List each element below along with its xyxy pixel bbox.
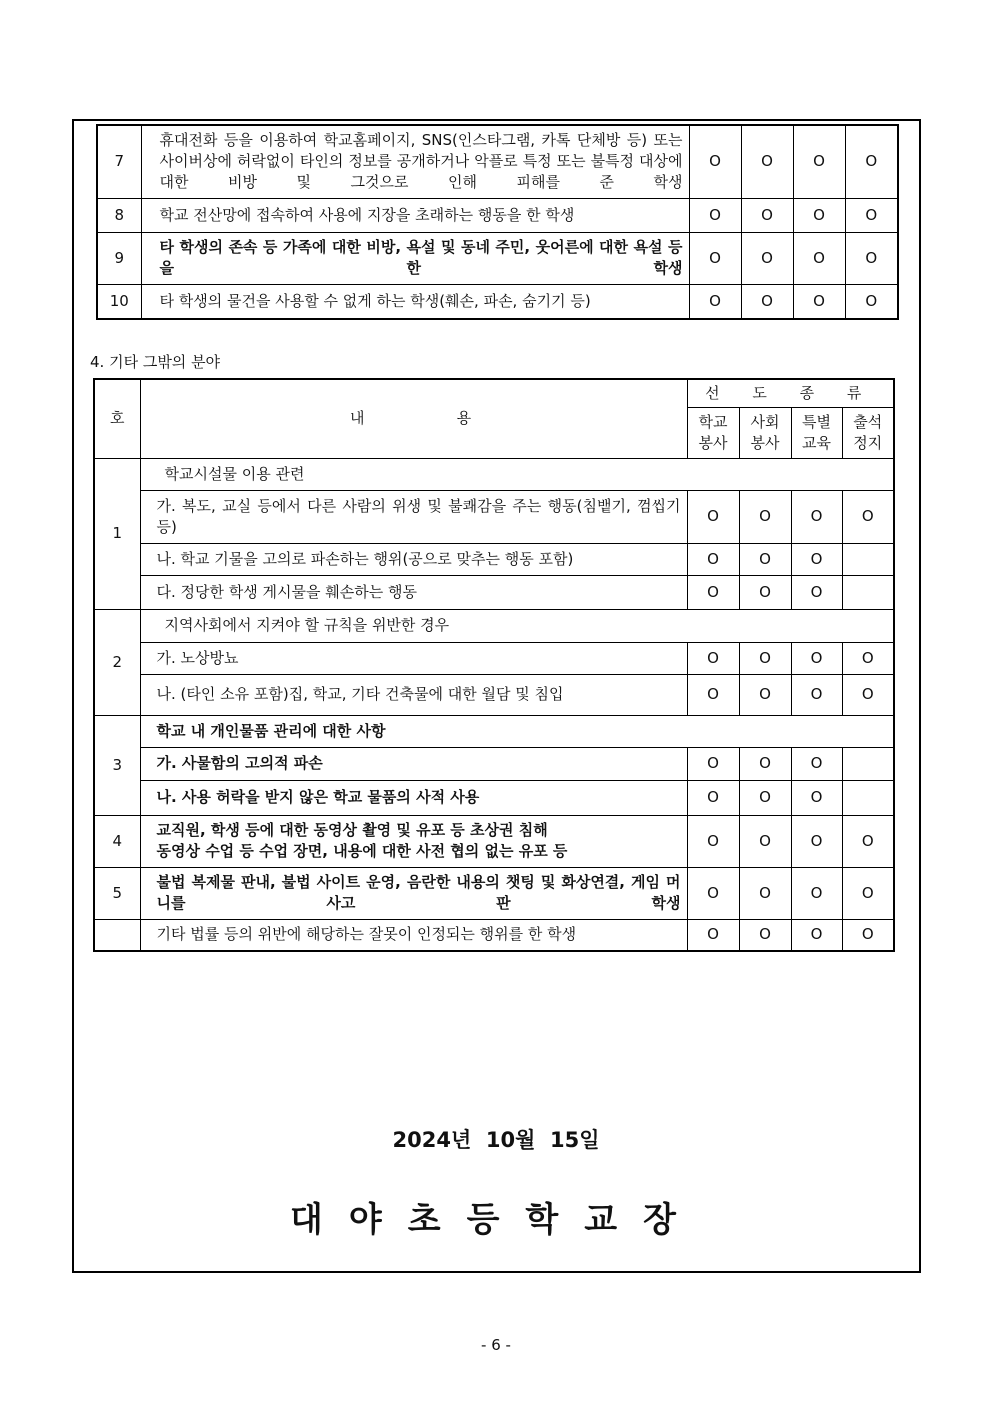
mark-school-service: O [689,198,741,232]
mark-school-service: O [687,674,739,715]
signer-title: 대야초등학교장 [290,1200,702,1240]
table-row [97,232,898,284]
mark-school-service: O [687,543,739,575]
mark-suspension: O [845,125,898,198]
table-row [97,198,898,232]
header-suspension: 출석 정지 [842,407,894,458]
mark-special-education: O [791,747,842,780]
mark-social-service: O [739,747,791,780]
mark-special-education: O [791,815,842,867]
mark-school-service: O [687,780,739,815]
mark-social-service: O [739,543,791,575]
table-row [94,490,894,543]
table-row [97,125,898,198]
mark-school-service: O [687,919,739,951]
mark-suspension [842,543,894,575]
row-content: 나. 학교 기물을 고의로 파손하는 행위(공으로 맞추는 행동 포함) [140,543,687,575]
mark-social-service: O [741,284,793,319]
mark-suspension: O [845,232,898,284]
mark-special-education: O [793,198,845,232]
mark-school-service: O [687,490,739,543]
mark-social-service: O [739,815,791,867]
mark-special-education: O [791,919,842,951]
header-social-service: 사회 봉사 [739,407,791,458]
row-content: 기타 법률 등의 위반에 해당하는 잘못이 인정되는 행위를 한 학생 [140,919,687,951]
group-heading-row [94,715,894,747]
row-content: 가. 노상방뇨 [140,642,687,674]
group-heading-row [94,609,894,642]
mark-suspension: O [845,284,898,319]
mark-suspension: O [842,490,894,543]
row-content: 나. (타인 소유 포함)집, 학교, 기타 건축물에 대한 월담 및 침입 [140,674,687,715]
violation-table-continued [96,124,899,320]
page-number: - 6 - [481,1336,511,1354]
row-number: 10 [97,284,141,319]
mark-social-service: O [741,198,793,232]
row-number [94,919,140,951]
mark-special-education: O [791,642,842,674]
table-row [94,674,894,715]
row-content: 타 학생의 존속 등 가족에 대한 비방, 욕설 및 동네 주민, 웃어른에 대한 욕설 등을 한 학생 [141,232,689,284]
header-guidance-types: 선 도 종 류 [687,379,894,407]
mark-special-education: O [791,674,842,715]
mark-special-education: O [793,284,845,319]
mark-school-service: O [687,867,739,919]
mark-suspension [842,747,894,780]
mark-suspension [842,575,894,609]
header-number: 호 [94,379,140,458]
group-heading: 학교 내 개인물품 관리에 대한 사항 [140,715,894,747]
row-number: 8 [97,198,141,232]
row-content: 다. 정당한 학생 게시물을 훼손하는 행동 [140,575,687,609]
row-content: 휴대전화 등을 이용하여 학교홈페이지, SNS(인스타그램, 카톡 단체방 등) 또는 사이버상에 허락없이 타인의 정보를 공개하거나 악플로 특정 또는 불특정 대상에 대한 비방 및 그것으로 인해 피해를 준 학생 [141,125,689,198]
mark-suspension: O [845,198,898,232]
header-row [94,379,894,407]
mark-special-education: O [793,125,845,198]
mark-special-education: O [791,543,842,575]
row-content: 나. 사용 허락을 받지 않은 학교 물품의 사적 사용 [140,780,687,815]
group-number: 2 [94,609,140,715]
mark-school-service: O [689,232,741,284]
table-row [94,867,894,919]
mark-social-service: O [739,642,791,674]
table-row [97,284,898,319]
mark-suspension: O [842,642,894,674]
group-heading: 학교시설물 이용 관련 [140,458,894,490]
row-number: 4 [94,815,140,867]
mark-social-service: O [739,919,791,951]
row-content: 불법 복제물 판내, 불법 사이트 운영, 음란한 내용의 챗팅 및 화상연결, 게임 머니를 사고 판 학생 [140,867,687,919]
mark-social-service: O [741,232,793,284]
mark-suspension: O [842,919,894,951]
mark-school-service: O [689,125,741,198]
table-row [94,642,894,674]
mark-suspension [842,780,894,815]
mark-special-education: O [791,575,842,609]
table-row [94,543,894,575]
row-content: 가. 복도, 교실 등에서 다른 사람의 위생 및 불쾌감을 주는 행동(침뱉기, 껌씹기 등) [140,490,687,543]
issue-date: 2024년 10월 15일 [392,1128,600,1152]
mark-suspension: O [842,867,894,919]
group-number: 3 [94,715,140,815]
mark-school-service: O [687,747,739,780]
mark-special-education: O [791,780,842,815]
mark-social-service: O [739,490,791,543]
mark-social-service: O [739,867,791,919]
row-content: 타 학생의 물건을 사용할 수 없게 하는 학생(훼손, 파손, 숨기기 등) [141,284,689,319]
mark-social-service: O [739,674,791,715]
group-number: 1 [94,458,140,609]
group-heading: 지역사회에서 지켜야 할 규칙을 위반한 경우 [140,609,894,642]
mark-suspension: O [842,815,894,867]
mark-school-service: O [687,815,739,867]
mark-school-service: O [687,642,739,674]
row-content: 가. 사물함의 고의적 파손 [140,747,687,780]
row-number: 5 [94,867,140,919]
row-number: 9 [97,232,141,284]
header-school-service: 학교 봉사 [687,407,739,458]
mark-special-education: O [793,232,845,284]
mark-social-service: O [739,780,791,815]
header-content: 내 용 [140,379,687,458]
table-row [94,919,894,951]
row-content: 교직원, 학생 등에 대한 동영상 촬영 및 유포 등 초상권 침해 동영상 수업 등 수업 장면, 내용에 대한 사전 협의 없는 유포 등 [140,815,687,867]
row-content: 학교 전산망에 접속하여 사용에 지장을 초래하는 행동을 한 학생 [141,198,689,232]
mark-social-service: O [741,125,793,198]
mark-school-service: O [687,575,739,609]
mark-school-service: O [689,284,741,319]
mark-special-education: O [791,867,842,919]
mark-social-service: O [739,575,791,609]
row-number: 7 [97,125,141,198]
section-title: 4. 기타 그밖의 분야 [90,353,221,371]
table-row [94,575,894,609]
mark-suspension: O [842,674,894,715]
group-heading-row [94,458,894,490]
table-row [94,780,894,815]
table-row [94,815,894,867]
table-row [94,747,894,780]
header-special-education: 특별 교육 [791,407,842,458]
mark-special-education: O [791,490,842,543]
other-violations-table [93,378,895,952]
